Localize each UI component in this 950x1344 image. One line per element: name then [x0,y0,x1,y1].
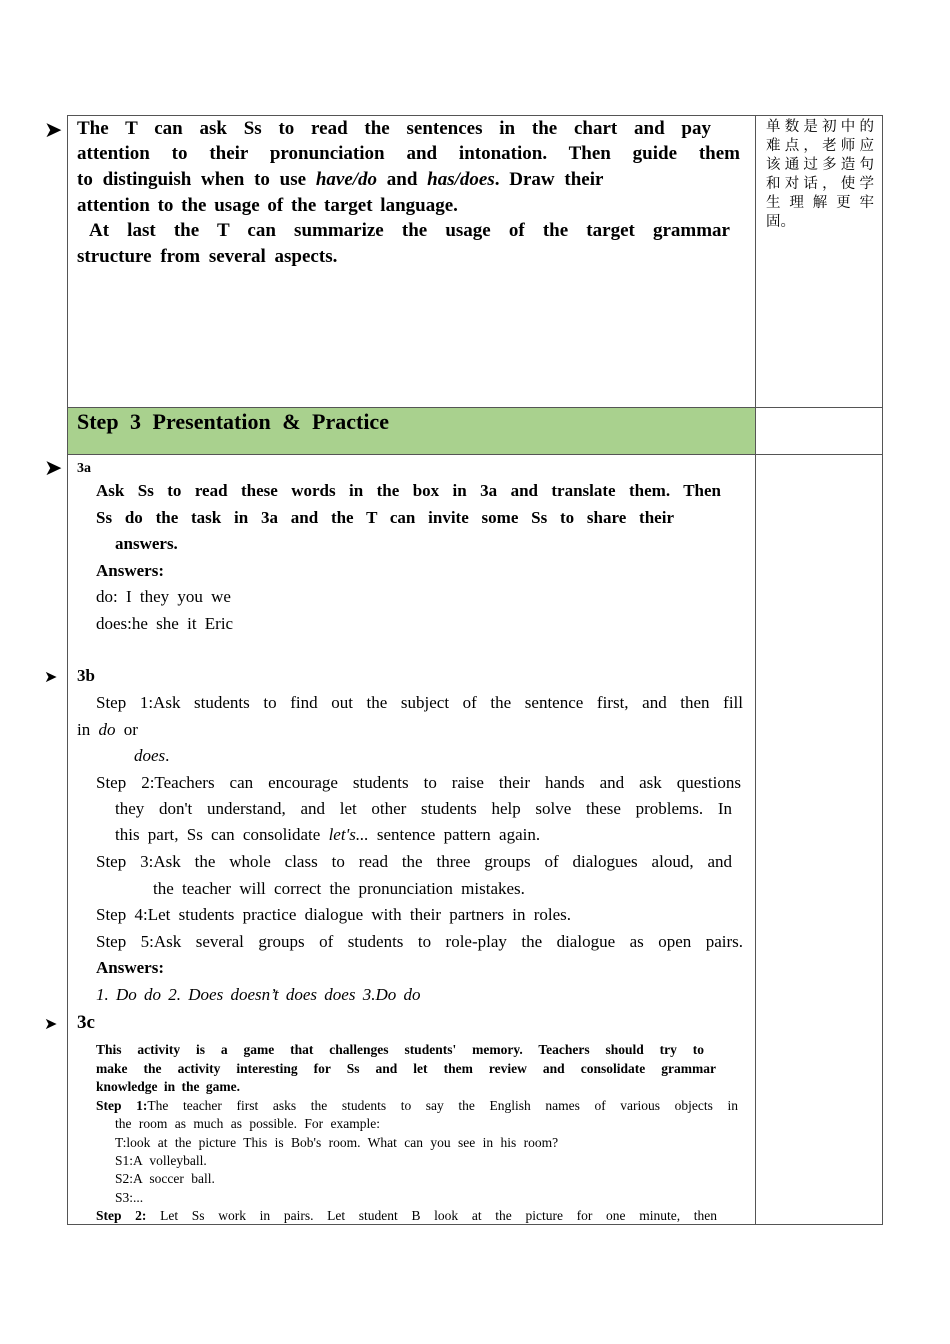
section-3a-label: 3a [77,461,91,476]
bullet-arrow-icon: ➤ [44,118,63,143]
section-3c-label: 3c [77,1012,95,1033]
answers-label: Answers: [96,561,164,580]
s3b-step2: Step 2:Teachers can encourage students to raise their hands and ask questions [96,773,741,792]
s3c-intro: knowledge in the game. [96,1079,240,1094]
s3a-line: Ask Ss to read these words in the box in 3a and translate them. Then [96,481,721,500]
s3b-step1-cont: does. [134,746,170,765]
intro-line: attention to the usage of the target language. [77,195,458,216]
s3c-step2: Step 2: Let Ss work in pairs. Let student B look at the picture for one minute, then [96,1208,718,1223]
bullet-arrow-icon: ➤ [44,1014,58,1033]
intro-line: At last the T can summarize the usage of the target grammar [89,220,730,241]
lesson-plan-table [67,115,883,1225]
s3b-step2: they don't understand, and let other students help solve these problems. In [115,799,732,818]
s3c-step1: S2:A soccer ball. [115,1171,215,1186]
s3b-step4: Step 4:Let students practice dialogue with their partners in roles. [96,905,572,924]
s3b-step1-cont: in do or [77,720,138,739]
s3b-step3: Step 3:Ask the whole class to read the three groups of dialogues aloud, and [96,852,732,871]
s3a-line: Ss do the task in 3a and the T can invite some Ss to share their [96,508,674,527]
bullet-arrow-icon: ➤ [44,667,58,686]
bullet-arrow-icon: ➤ [44,456,63,481]
s3c-step1: T:look at the picture This is Bob's room. What can you see in his room? [115,1135,559,1150]
s3a-line: answers. [115,534,178,553]
intro-line: The T can ask Ss to read the sentences in the chart and pay [77,118,711,139]
s3b-step3: the teacher will correct the pronunciation mistakes. [153,879,525,898]
teacher-note: 单数是初中的 难点，老师应 该通过多造句 和对话，使学 生理解更牢 固。 [766,119,874,230]
intro-line: to distinguish when to use have/do and has/does. Draw their [77,169,604,190]
s3c-step1: S3:... [115,1190,144,1205]
s3c-step1: Step 1:The teacher first asks the students to say the English names of various objects in [96,1098,738,1113]
s3b-step5: Step 5:Ask several groups of students to role-play the dialogue as open pairs. [96,932,743,951]
answer-line: 1. Do do 2. Does doesn’t does does 3.Do do [96,985,421,1004]
intro-line: structure from several aspects. [77,246,338,267]
s3c-intro: This activity is a game that challenges students' memory. Teachers should try to [96,1042,704,1057]
answer-line: do: I they you we [96,587,231,606]
answer-line: does:he she it Eric [96,614,234,633]
s3b-step1: Step 1:Ask students to find out the subject of the sentence first, and then fill [96,693,743,712]
intro-line: attention to their pronunciation and intonation. Then guide them [77,143,740,164]
s3b-step2: this part, Ss can consolidate let's... sentence pattern again. [115,825,541,844]
s3c-step1: the room as much as possible. For example: [115,1116,380,1131]
answers-label: Answers: [96,958,164,977]
section-3b-label: 3b [77,666,95,685]
s3c-step1: S1:A volleyball. [115,1153,207,1168]
s3c-intro: make the activity interesting for Ss and let them review and consolidate grammar [96,1061,716,1076]
step3-title: Step 3 Presentation & Practice [77,409,389,434]
